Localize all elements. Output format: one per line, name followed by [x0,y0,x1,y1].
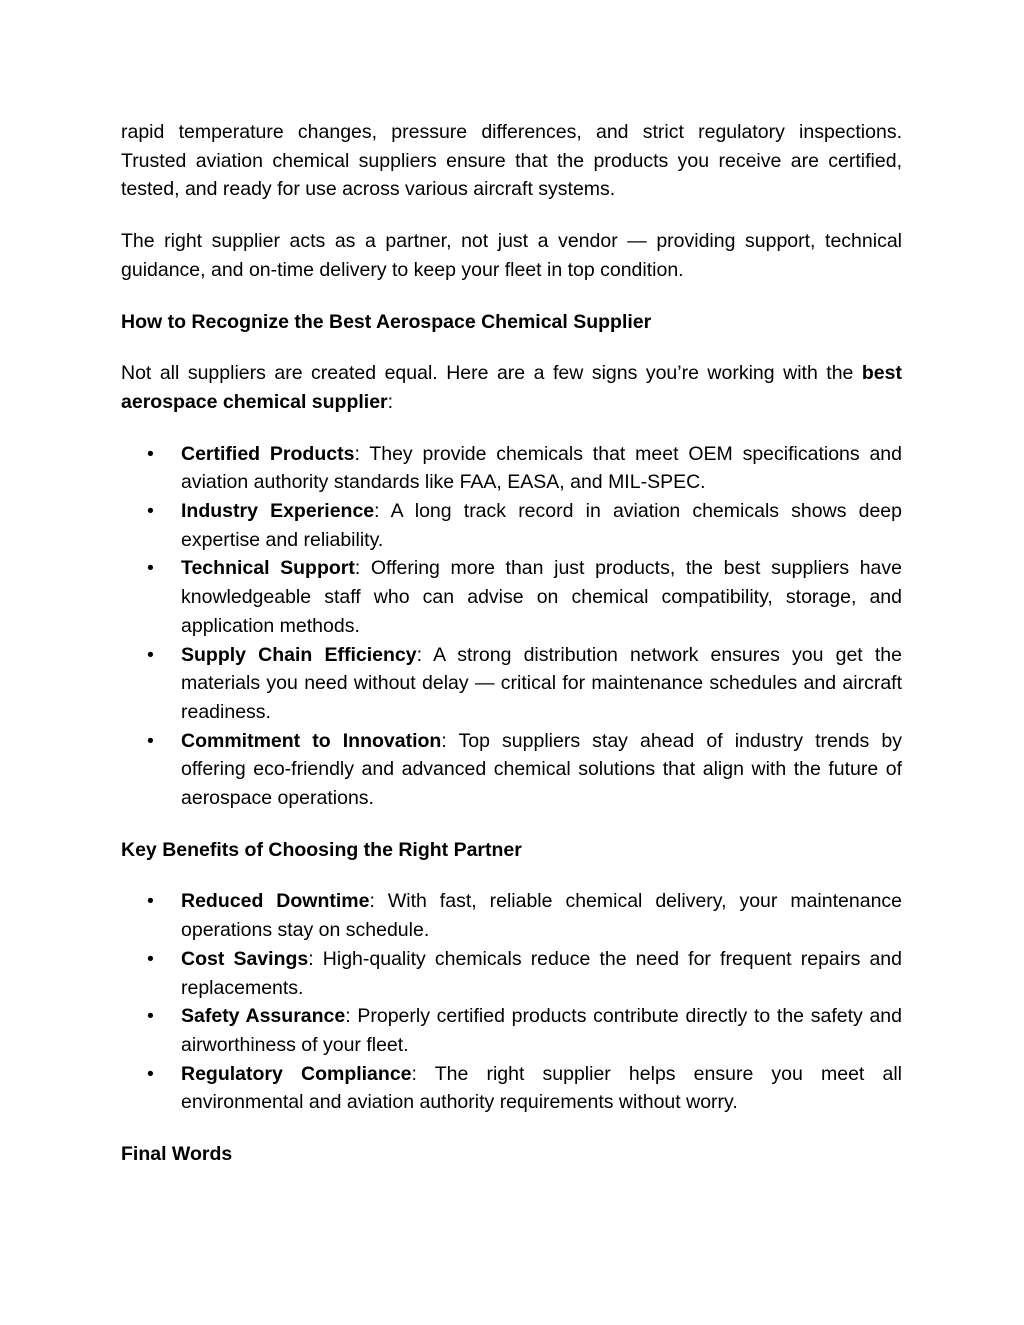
list-item-term: Certified Products [181,442,355,465]
heading-recognize-supplier: How to Recognize the Best Aerospace Chemical Supplier [121,310,652,333]
list-item-desc: : Top suppliers stay ahead of industry trends by offering eco-friendly and advanced chemical solutions that align with the future of aerospace operations. [181,729,902,810]
list-item-industry-experience [121,497,902,554]
bullet-icon: • [147,1062,154,1085]
list-item-desc: : With fast, reliable chemical delivery, your maintenance operations stay on schedule. [181,890,903,942]
list-item-desc: : The right supplier helps ensure you meet all environmental and aviation authority requirements without worry. [181,1062,902,1114]
bullet-icon: • [147,947,154,970]
list-item-innovation [121,727,902,813]
list-item-cost-savings [121,945,902,1002]
list-item-regulatory-compliance [121,1060,902,1117]
benefits-list [121,887,902,1117]
list-item-term: Reduced Downtime [181,890,370,913]
list-item-term: Industry Experience [181,500,375,523]
bullet-icon: • [147,500,154,523]
list-item-desc: : Properly certified products contribute directly to the safety and airworthiness of your fleet. [181,1005,902,1056]
bullet-icon: • [147,557,154,580]
intro-end: : [387,390,394,413]
list-item-certified-products [121,440,902,497]
paragraph-suppliers-context: rapid temperature changes, pressure differences, and strict regulatory inspections. Trusted aviation chemical suppliers ensure that the products you receive are certified, tested, and ready for use across various aircraft systems. [121,121,902,201]
bullet-icon: • [147,442,154,465]
list-item-term: Supply Chain Efficiency [181,643,417,666]
bullet-icon: • [147,643,154,666]
paragraph-partner: The right supplier acts as a partner, not just a vendor — providing support, technical guidance, and on-time delivery to keep your fleet in top condition. [121,230,902,281]
bullet-icon: • [147,890,154,913]
list-item-term: Regulatory Compliance [181,1062,412,1085]
list-item-desc: : High-quality chemicals reduce the need for frequent repairs and replacements. [181,947,902,999]
list-item-desc: : A long track record in aviation chemicals shows deep expertise and reliability. [181,500,902,551]
list-item-term: Technical Support [181,557,355,580]
list-item-safety-assurance [121,1002,902,1059]
document-page [121,118,902,1192]
signs-list [121,440,902,813]
heading-final-words: Final Words [121,1143,233,1166]
list-item-term: Cost Savings [181,947,309,970]
list-item-desc: : They provide chemicals that meet OEM specifications and aviation authority standards like FAA, EASA, and MIL-SPEC. [181,442,902,494]
list-item-desc: : A strong distribution network ensures you get the materials you need without delay — critical for maintenance schedules and aircraft readiness. [181,643,902,723]
bullet-icon: • [147,729,154,752]
list-item-desc: : Offering more than just products, the best suppliers have knowledgeable staff who can advise on chemical compatibility, storage, and application methods. [181,557,903,637]
heading-key-benefits: Key Benefits of Choosing the Right Partner [121,838,522,861]
intro-bold-phrase: best aerospace chemical supplier [121,362,902,413]
bullet-icon: • [147,1005,154,1028]
list-item-term: Commitment to Innovation [181,729,442,752]
intro-text: Not all suppliers are created equal. Here are a few signs you’re working with the [121,362,862,385]
list-item-term: Safety Assurance [181,1005,346,1028]
paragraph-intro [121,359,902,416]
list-item-supply-chain [121,641,902,727]
list-item-reduced-downtime [121,887,902,944]
list-item-technical-support [121,554,902,640]
